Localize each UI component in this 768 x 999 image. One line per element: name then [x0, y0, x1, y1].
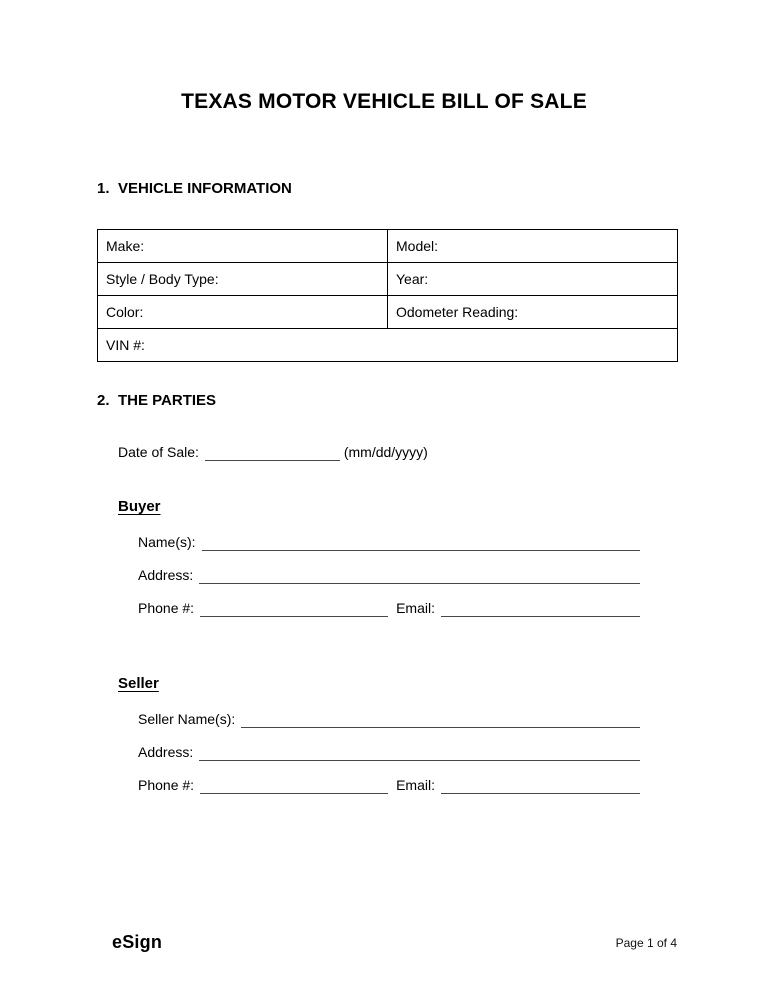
date-of-sale-line[interactable]	[205, 442, 340, 461]
style-body-type-field[interactable]: Style / Body Type:	[98, 263, 388, 296]
seller-address-line[interactable]	[199, 742, 640, 761]
seller-address-row	[138, 742, 640, 761]
table-row	[98, 230, 678, 263]
buyer-phone-label: Phone #:	[138, 600, 195, 616]
section-title: VEHICLE INFORMATION	[118, 180, 292, 197]
vin-field[interactable]: VIN #:	[98, 329, 678, 362]
esign-logo: eSign	[112, 932, 163, 952]
page-footer	[112, 932, 677, 953]
buyer-email-label: Email:	[396, 600, 435, 616]
buyer-email-line[interactable]	[441, 598, 640, 617]
section-number: 2.	[97, 392, 110, 409]
document-title: TEXAS MOTOR VEHICLE BILL OF SALE	[181, 90, 587, 113]
section-number: 1.	[97, 180, 110, 197]
model-field[interactable]: Model:	[388, 230, 678, 263]
date-of-sale-row	[118, 444, 640, 461]
buyer-address-row	[138, 565, 640, 584]
section-heading-vehicle-information	[97, 181, 768, 197]
vehicle-information-table	[97, 229, 678, 362]
seller-name-line[interactable]	[241, 709, 640, 728]
table-row	[98, 329, 678, 362]
buyer-phone-email-row	[138, 598, 640, 617]
seller-email-label: Email:	[396, 777, 435, 793]
buyer-name-label: Name(s):	[138, 534, 196, 550]
page-indicator: Page 1 of 4	[615, 935, 677, 950]
seller-address-label: Address:	[138, 744, 194, 760]
table-row	[98, 296, 678, 329]
seller-name-label: Seller Name(s):	[138, 711, 236, 727]
seller-phone-label: Phone #:	[138, 777, 195, 793]
section-heading-the-parties	[97, 393, 768, 409]
buyer-name-line[interactable]	[202, 532, 640, 551]
make-field[interactable]: Make:	[98, 230, 388, 263]
date-format-hint-text: (mm/dd/yyyy)	[343, 444, 428, 460]
date-of-sale-label: Date of Sale:	[118, 444, 199, 460]
parties-section-body	[118, 444, 640, 794]
color-field[interactable]: Color:	[98, 296, 388, 329]
table-row	[98, 263, 678, 296]
odometer-reading-field[interactable]: Odometer Reading:	[388, 296, 678, 329]
buyer-name-row	[138, 532, 640, 551]
buyer-address-line[interactable]	[199, 565, 640, 584]
seller-heading: Seller	[118, 675, 159, 692]
seller-name-row	[138, 709, 640, 728]
seller-phone-line[interactable]	[200, 775, 388, 794]
year-field[interactable]: Year:	[388, 263, 678, 296]
seller-phone-email-row	[138, 775, 640, 794]
seller-email-line[interactable]	[441, 775, 640, 794]
section-title: THE PARTIES	[118, 392, 217, 409]
buyer-address-label: Address:	[138, 567, 194, 583]
buyer-phone-line[interactable]	[200, 598, 388, 617]
buyer-heading: Buyer	[118, 498, 161, 515]
